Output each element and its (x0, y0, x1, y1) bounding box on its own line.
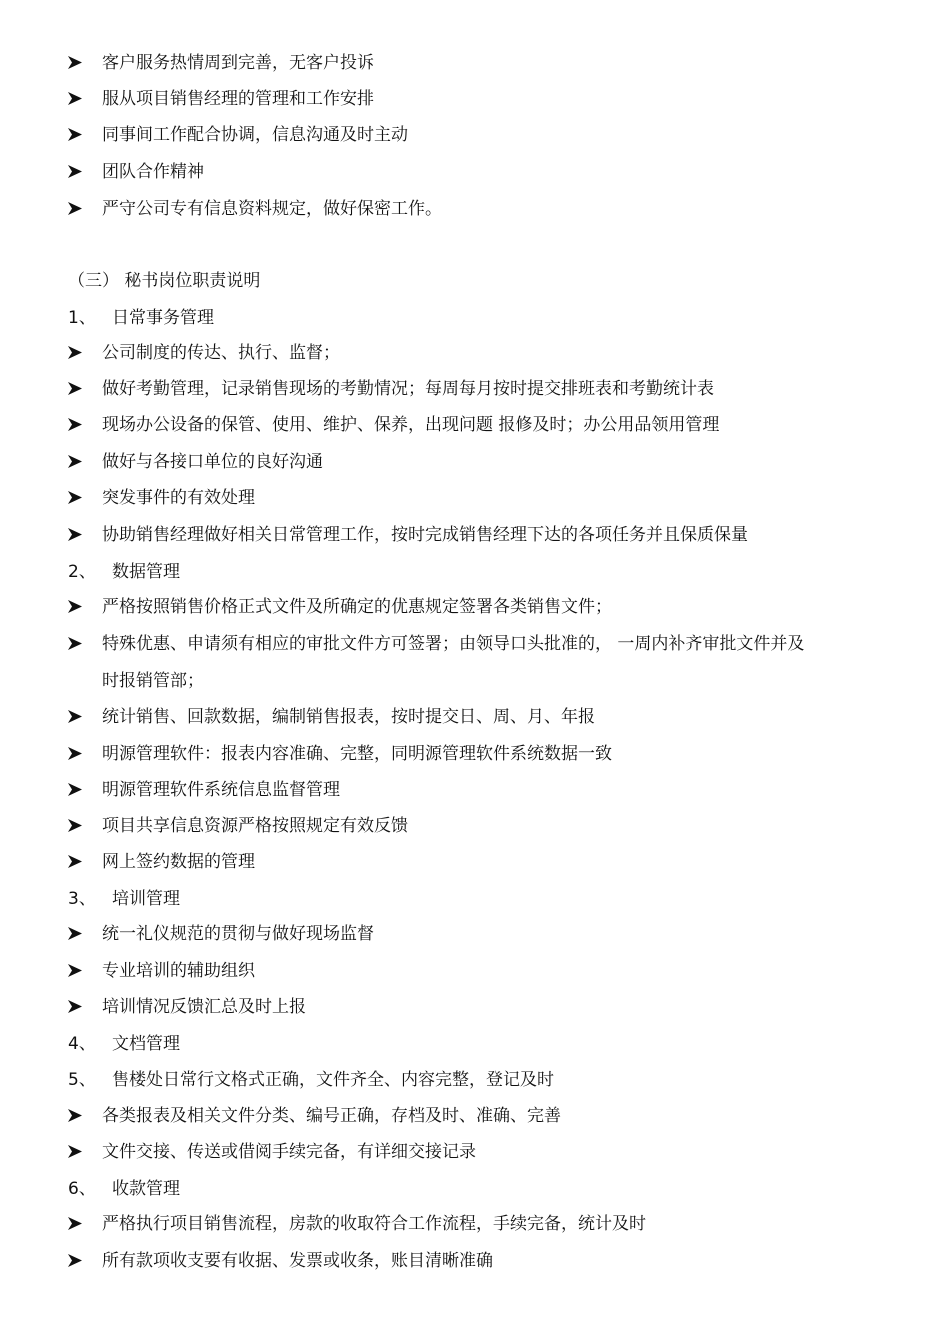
list-item-text: 客户服务热情周到完善，无客户投诉 (102, 53, 374, 73)
arrow-bullet-icon (68, 741, 84, 767)
section-title: （三） 秘书岗位职责说明 (68, 271, 261, 291)
list-item-text: 做好与各接口单位的良好沟通 (102, 452, 323, 472)
list-item-text: 严格按照销售价格正式文件及所确定的优惠规定签署各类销售文件； (102, 597, 612, 617)
arrow-bullet-icon (68, 704, 84, 730)
list-item-text: 培训情况反馈汇总及时上报 (102, 997, 306, 1017)
list-item-text: 现场办公设备的保管、使用、维护、保养，出现问题 报修及时；办公用品领用管理 (102, 415, 720, 435)
list-item-text: 团队合作精神 (102, 162, 204, 182)
list-item-text: 明源管理软件系统信息监督管理 (102, 780, 340, 800)
heading-number: 5、 (68, 1070, 96, 1090)
heading-title: 日常事务管理 (112, 308, 214, 328)
arrow-bullet-icon (68, 849, 84, 875)
arrow-bullet-icon (68, 958, 84, 984)
heading-number: 1、 (68, 308, 96, 328)
arrow-bullet-icon (68, 485, 84, 511)
list-item-text: 网上签约数据的管理 (102, 852, 255, 872)
arrow-bullet-icon (68, 1139, 84, 1165)
heading-title: 收款管理 (112, 1179, 180, 1199)
arrow-bullet-icon (68, 777, 84, 803)
list-item-text: 同事间工作配合协调，信息沟通及时主动 (102, 125, 408, 145)
arrow-bullet-icon (68, 813, 84, 839)
list-item-text: 做好考勤管理，记录销售现场的考勤情况；每周每月按时提交排班表和考勤统计表 (102, 379, 714, 399)
arrow-bullet-icon (68, 50, 84, 76)
arrow-bullet-icon (68, 1211, 84, 1237)
list-item-text: 严格执行项目销售流程，房款的收取符合工作流程，手续完备，统计及时 (102, 1214, 646, 1234)
arrow-bullet-icon (68, 631, 84, 657)
heading-number: 6、 (68, 1179, 96, 1199)
list-item-text: 统一礼仪规范的贯彻与做好现场监督 (102, 924, 374, 944)
arrow-bullet-icon (68, 86, 84, 112)
arrow-bullet-icon (68, 1248, 84, 1274)
list-item-text: 所有款项收支要有收据、发票或收条，账目清晰准确 (102, 1251, 493, 1271)
heading-number: 3、 (68, 889, 96, 909)
list-item-text: 明源管理软件：报表内容准确、完整，同明源管理软件系统数据一致 (102, 744, 612, 764)
list-item-text: 各类报表及相关文件分类、编号正确，存档及时、准确、完善 (102, 1106, 561, 1126)
arrow-bullet-icon (68, 921, 84, 947)
list-item-text: 文件交接、传送或借阅手续完备，有详细交接记录 (102, 1142, 476, 1162)
list-item-text: 时报销管部； (102, 671, 204, 691)
list-item-text: 统计销售、回款数据，编制销售报表，按时提交日、周、月、年报 (102, 707, 595, 727)
heading-title: 售楼处日常行文格式正确，文件齐全、内容完整，登记及时 (112, 1070, 554, 1090)
heading-title: 数据管理 (112, 562, 180, 582)
arrow-bullet-icon (68, 340, 84, 366)
list-item-text: 特殊优惠、申请须有相应的审批文件方可签署；由领导口头批准的， 一周内补齐审批文件并及 (102, 634, 805, 654)
heading-title: 文档管理 (112, 1034, 180, 1054)
arrow-bullet-icon (68, 594, 84, 620)
list-item-text: 专业培训的辅助组织 (102, 961, 255, 981)
arrow-bullet-icon (68, 1103, 84, 1129)
arrow-bullet-icon (68, 376, 84, 402)
list-item-text: 项目共享信息资源严格按照规定有效反馈 (102, 816, 408, 836)
arrow-bullet-icon (68, 412, 84, 438)
arrow-bullet-icon (68, 122, 84, 148)
heading-title: 培训管理 (112, 889, 180, 909)
arrow-bullet-icon (68, 449, 84, 475)
list-item-text: 突发事件的有效处理 (102, 488, 255, 508)
arrow-bullet-icon (68, 522, 84, 548)
list-item-text: 公司制度的传达、执行、监督； (102, 343, 340, 363)
arrow-bullet-icon (68, 994, 84, 1020)
heading-number: 4、 (68, 1034, 96, 1054)
list-item-text: 严守公司专有信息资料规定，做好保密工作。 (102, 199, 442, 219)
arrow-bullet-icon (68, 159, 84, 185)
list-item-text: 服从项目销售经理的管理和工作安排 (102, 89, 374, 109)
heading-number: 2、 (68, 562, 96, 582)
arrow-bullet-icon (68, 196, 84, 222)
list-item-text: 协助销售经理做好相关日常管理工作，按时完成销售经理下达的各项任务并且保质保量 (102, 525, 748, 545)
